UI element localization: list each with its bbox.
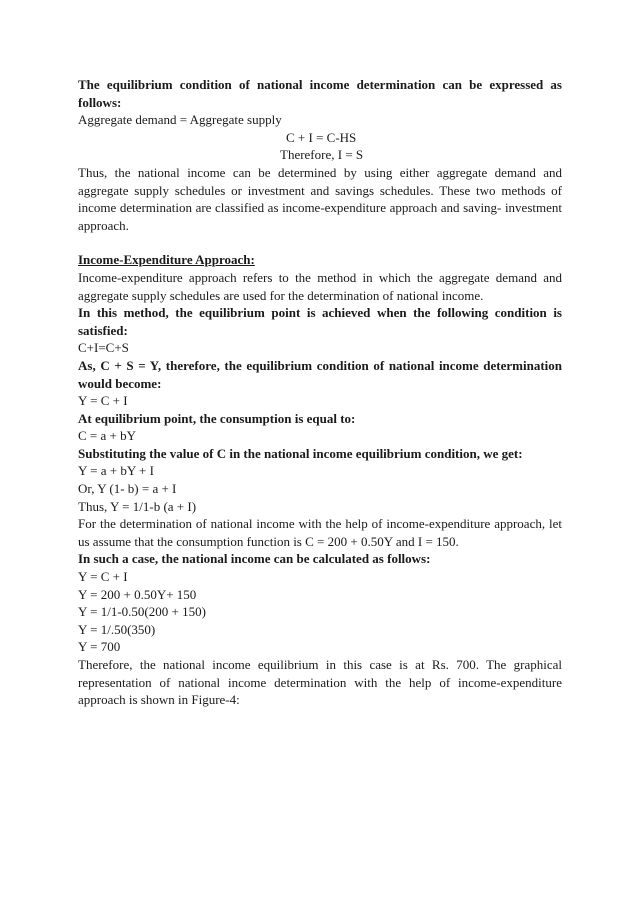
- section-bold-5: In such a case, the national income can be calculated as follows:: [78, 551, 431, 567]
- equation-yci: Y = C + I: [78, 393, 128, 409]
- calc-line-3: Y = 1/1-0.50(200 + 150): [78, 604, 206, 620]
- section-paragraph-3: Therefore, the national income equilibrium in this case is at Rs. 700. The graphical representation of national income determination with the help of income-expenditure approach is shown in Figure-4:: [78, 657, 562, 708]
- intro-heading: The equilibrium condition of national income determination can be expressed as follows:: [78, 77, 562, 110]
- document-page: [78, 76, 562, 709]
- equation-subst-1: Y = a + bY + I: [78, 463, 154, 479]
- section-bold-3: At equilibrium point, the consumption is equal to:: [78, 410, 356, 426]
- section-bold-1: In this method, the equilibrium point is achieved when the following condition is satisfied:: [78, 305, 562, 338]
- equation-cab: C = a + bY: [78, 428, 136, 444]
- calc-line-4: Y = 1/.50(350): [78, 621, 156, 637]
- intro-equation-2: Therefore, I = S: [280, 147, 364, 163]
- calc-line-1: Y = C + I: [78, 569, 128, 585]
- section-bold-4: Substituting the value of C in the national income equilibrium condition, we get:: [78, 445, 523, 461]
- equation-subst-2: Or, Y (1- b) = a + I: [78, 481, 177, 497]
- section-bold-2: As, C + S = Y, therefore, the equilibrium condition of national income determination would become:: [78, 357, 562, 391]
- equation-subst-3: Thus, Y = 1/1-b (a + I): [78, 498, 197, 514]
- intro-equation-1: C + I = C-HS: [286, 129, 357, 145]
- intro-line-aggregate: Aggregate demand = Aggregate supply: [78, 112, 282, 128]
- calc-line-2: Y = 200 + 0.50Y+ 150: [78, 586, 197, 602]
- intro-paragraph: Thus, the national income can be determined by using either aggregate demand and aggregate supply schedules or investment and savings schedules. These two methods of income determination are classified as income-expenditure approach and saving- investment approach.: [78, 164, 562, 233]
- section-paragraph-1: Income-expenditure approach refers to the method in which the aggregate demand and aggregate supply schedules are used for the determination of national income.: [78, 269, 562, 303]
- section-title: Income-Expenditure Approach:: [78, 252, 255, 268]
- equation-cis: C+I=C+S: [78, 340, 129, 356]
- section-gap: [78, 234, 562, 251]
- calc-line-5: Y = 700: [78, 639, 121, 655]
- section-paragraph-2: For the determination of national income with the help of income-expenditure approach, let us assume that the consumption function is C = 200 + 0.50Y and I = 150.: [78, 516, 562, 549]
